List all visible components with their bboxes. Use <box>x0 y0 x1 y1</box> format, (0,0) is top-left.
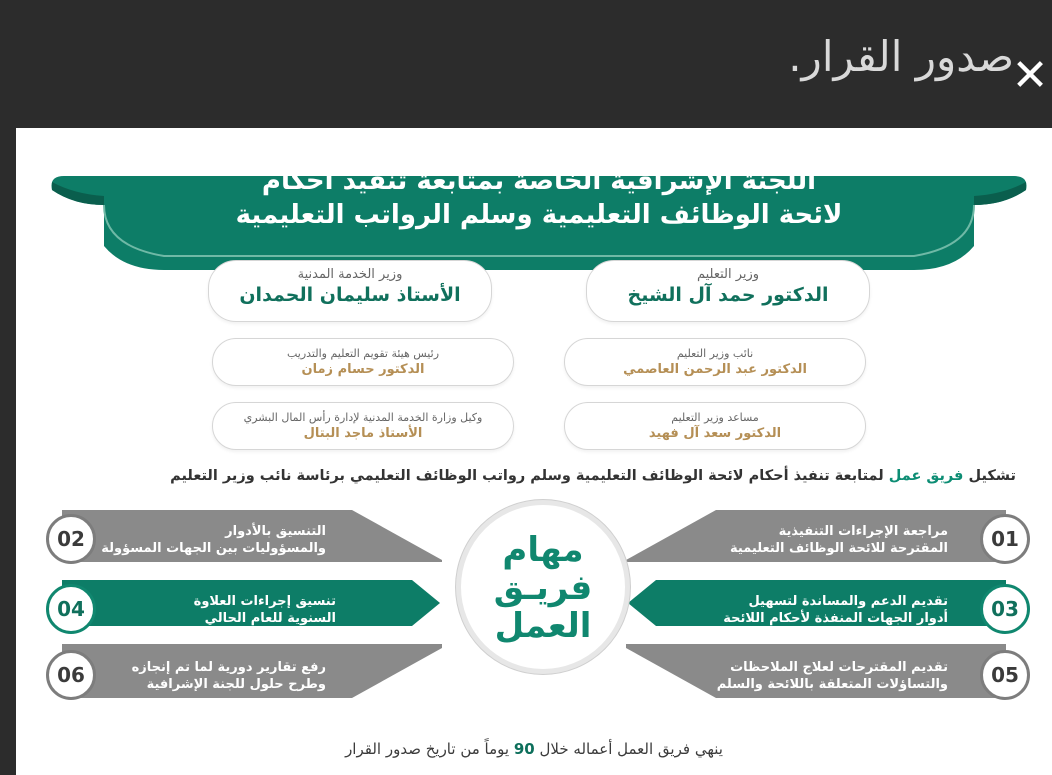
center-line-2: فريـق <box>493 568 593 608</box>
member-card <box>564 338 866 386</box>
task-item-05 <box>676 654 996 700</box>
member-name: الدكتور حمد آل الشيخ <box>627 284 829 306</box>
task-line: تقديم الدعم والمساندة لتسهيل <box>748 594 948 609</box>
member-card <box>212 402 514 450</box>
footer-statement <box>16 740 1052 758</box>
infographic-title <box>44 164 1034 232</box>
task-number: 03 <box>980 584 1030 634</box>
close-icon[interactable]: ✕ <box>1011 50 1049 101</box>
task-line: وطرح حلول للجنة الإشرافية <box>146 677 326 692</box>
infographic-image <box>16 128 1052 775</box>
member-role: رئيس هيئة تقويم التعليم والتدريب <box>286 347 440 360</box>
footer-part-2: يوماً من تاريخ صدور القرار <box>345 740 510 758</box>
member-role: وزير التعليم <box>696 267 760 282</box>
footer-days: 90 <box>513 740 535 758</box>
task-item-03 <box>656 588 996 634</box>
member-card <box>212 338 514 386</box>
member-role: وكيل وزارة الخدمة المدنية لإدارة رأس المال البشري <box>243 411 483 424</box>
member-role: وزير الخدمة المدنية <box>297 267 403 282</box>
title-line-1: اللجنة الإشرافية الخاصة بمتابعة تنفيذ أحكام <box>261 166 817 196</box>
top-bar <box>0 0 1052 125</box>
task-number: 05 <box>980 650 1030 700</box>
task-item-01 <box>706 518 996 564</box>
formation-part-1: تشكيل <box>968 468 1016 484</box>
task-number: 02 <box>46 514 96 564</box>
task-line: السنوية للعام الحالي <box>204 611 336 626</box>
member-name: الدكتور عبد الرحمن العاصمي <box>623 362 807 377</box>
member-role: نائب وزير التعليم <box>676 347 754 360</box>
member-role: مساعد وزير التعليم <box>671 411 759 424</box>
task-line: والمسؤوليات بين الجهات المسؤولة <box>101 541 326 556</box>
footer-part-1: ينهي فريق العمل أعماله خلال <box>539 740 723 758</box>
task-line: رفع تقارير دورية لما تم إنجازه <box>131 660 326 675</box>
member-name: الدكتور سعد آل فهيد <box>648 426 782 441</box>
member-card <box>208 260 492 322</box>
center-tasks-circle <box>456 500 630 674</box>
task-item-04 <box>76 588 376 634</box>
center-line-1: مهام <box>502 530 584 570</box>
task-item-02 <box>76 518 376 564</box>
formation-accent: فريق عمل <box>888 468 964 484</box>
caption-text: صدور القرار. <box>788 32 1014 81</box>
task-line: مراجعة الإجراءات التنفيذية <box>778 524 948 539</box>
member-card <box>564 402 866 450</box>
title-line-2: لائحة الوظائف التعليمية وسلم الرواتب التعليمية <box>235 200 843 230</box>
task-line: تقديم المقترحات لعلاج الملاحظات <box>730 660 948 675</box>
task-line: أدوار الجهات المنفذة لأحكام اللائحة <box>723 611 948 626</box>
task-item-06 <box>76 654 376 700</box>
formation-part-2: لمتابعة تنفيذ أحكام لائحة الوظائف التعليمية وسلم رواتب الوظائف التعليمي برئاسة نائب وزير التعليم <box>170 468 884 484</box>
member-name: الدكتور حسام زمان <box>301 362 425 377</box>
task-line: والتساؤلات المتعلقة باللائحة والسلم <box>716 677 948 692</box>
member-name: الأستاذ سليمان الحمدان <box>239 284 461 306</box>
member-name: الأستاذ ماجد البتال <box>303 426 423 441</box>
task-line: المقترحة للائحة الوظائف التعليمية <box>730 541 948 556</box>
task-line: تنسيق إجراءات العلاوة <box>193 594 336 609</box>
task-line: التنسيق بالأدوار <box>225 524 326 539</box>
task-number: 04 <box>46 584 96 634</box>
member-card <box>586 260 870 322</box>
task-number: 06 <box>46 650 96 700</box>
task-number: 01 <box>980 514 1030 564</box>
formation-statement <box>56 468 1016 484</box>
center-line-3: العمل <box>494 606 592 646</box>
